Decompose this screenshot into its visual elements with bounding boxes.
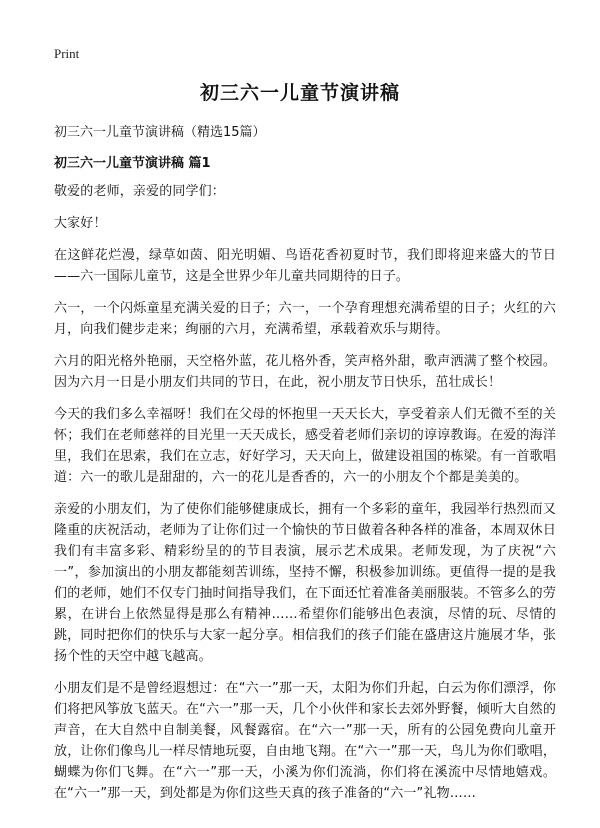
- section-heading: 初三六一儿童节演讲稿 篇1: [54, 156, 211, 171]
- body-paragraph: 亲爱的小朋友们，为了使你们能够健康成长，拥有一个多彩的童年，我园举行热烈而又隆重的庆祝活动，老师为了让你们过一个愉快的节日做着各种各样的准备，本周双休日我们有丰富多彩、精彩纷呈的的节目表演，展示艺术成果。老师发现，为了庆祝“六一”，参加演出的小朋友都能刻苦训练，坚持不懈，积极参加训练。更值得一提的是我们的老师，她们不仅专门抽时间指导我们，在下面还忙着准备美丽服装。不管多么的劳累，在讲台上依然显得是那么有精神……希望你们能够出色表演，尽情的玩、尽情的跳，同时把你们的快乐与大家一起分享。相信我们的孩子们能在盛唐这片施展才华，张扬个性的天空中越飞越高。: [54, 502, 556, 664]
- body-paragraph: 六一，一个闪烁童星充满关爱的日子；六一，一个孕育理想充满希望的日子；火红的六月，向我们健步走来；绚丽的六月，充满希望，承载着欢乐与期待。: [54, 301, 556, 337]
- document-subtitle: 初三六一儿童节演讲稿（精选15篇）: [54, 125, 266, 140]
- body-paragraph: 小朋友们是不是曾经遐想过：在“六一”那一天，太阳为你们升起，白云为你们漂浮，你们将把风筝放飞蓝天。在“六一”那一天，几个小伙伴和家长去郊外野餐，倾听大自然的声音，在大自然中自制美餐，风餐露宿。在“六一”那一天，所有的公园免费向儿童开放，让你们像鸟儿一样尽情地玩耍，自由地飞翔。在“六一”那一天，鸟儿为你们歌唱，蝴蝶为你们飞舞。在“六一”那一天，小溪为你们流淌，你们将在溪流中尽情地嬉戏。在“六一”那一天，到处都是为你们这些天真的孩子准备的“六一”礼物……: [54, 681, 556, 801]
- page-title: 初三六一儿童节演讲稿: [199, 82, 400, 104]
- body-paragraph: 今天的我们多么幸福呀！我们在父母的怀抱里一天天长大，享受着亲人们无微不至的关怀；我们在老师慈祥的目光里一天天成长，感受着老师们亲切的谆谆教诲。在爱的海洋里，我们在思索，我们在立志，好好学习，天天向上，做建设祖国的栋梁。有一首歌唱道：六一的歌儿是甜甜的，六一的花儿是香香的，六一的小朋友个个都是美美的。: [54, 407, 556, 485]
- greeting-paragraph: 大家好！: [54, 216, 107, 231]
- print-link[interactable]: Print: [54, 46, 80, 61]
- salutation-paragraph: 敬爱的老师，亲爱的同学们：: [54, 184, 225, 199]
- speech-body: [54, 181, 556, 815]
- body-paragraph: 六月的阳光格外艳丽，天空格外蓝，花儿格外香，笑声格外甜，歌声洒满了整个校园。因为六月一日是小朋友们共同的节日，在此，祝小朋友节日快乐，茁壮成长！: [54, 354, 556, 390]
- body-paragraph: 在这鲜花烂漫，绿草如茵、阳光明媚、鸟语花香初夏时节，我们即将迎来盛大的节日——六一国际儿童节，这是全世界少年儿童共同期待的日子。: [54, 248, 556, 284]
